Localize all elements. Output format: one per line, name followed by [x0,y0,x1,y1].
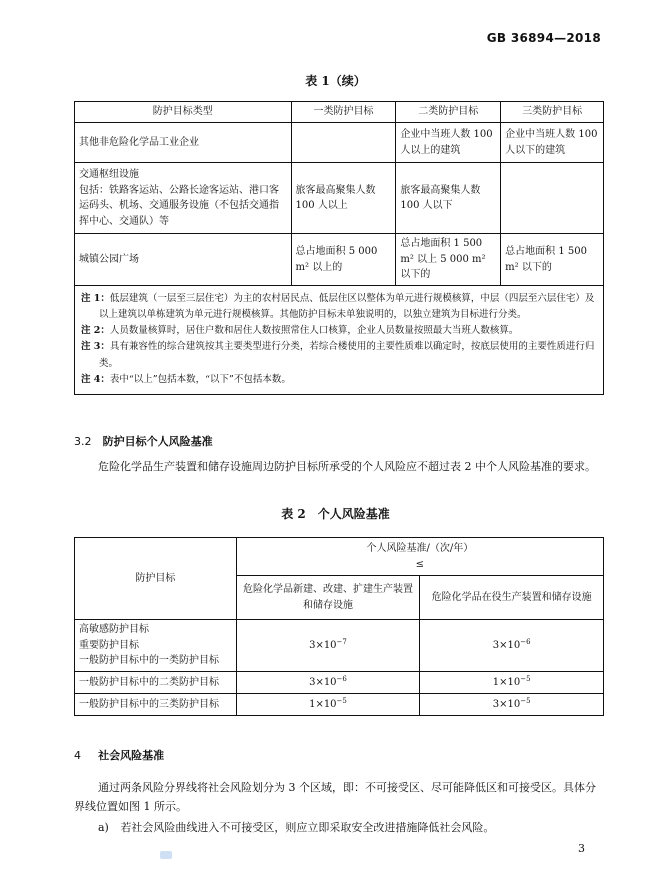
value-base: 3×10 [309,639,337,651]
list-item-a [98,818,606,837]
row-class3: 企业中当班人数 100 人以下的建筑 [501,123,604,163]
row-new-value [236,694,420,716]
note-label: 注 2： [81,325,110,337]
target-line: 一般防护目标中的一类防护目标 [79,655,219,667]
header-class1: 一类防护目标 [291,102,396,123]
row-new-value [236,672,420,694]
section-number: 3.2 [74,435,92,448]
note-label: 注 4： [81,373,110,385]
row-target-type [75,123,292,163]
table-row [75,620,604,672]
type-line: 城镇公园广场 [79,253,139,265]
target-line: 重要防护目标 [79,639,139,651]
section-4-heading [74,744,164,763]
type-line: 其他非危险化学品工业企业 [79,136,199,148]
watermark-logo [160,851,172,859]
table-row [75,123,604,163]
header-target: 防护目标 [75,538,237,620]
row-new-value [236,620,420,672]
header-target-type: 防护目标类型 [75,102,292,123]
note-label: 注 1： [81,293,110,304]
table-notes-row [75,286,604,395]
row-target-type [75,234,292,286]
row-class3 [501,163,604,234]
table-row [75,163,604,234]
row-class1: 总占地面积 5 000 m² 以上的 [291,234,396,286]
header-class2: 二类防护目标 [396,102,501,123]
section-title: 社会风险基准 [98,749,165,762]
table-row [75,672,604,694]
section-number: 4 [74,749,81,762]
table-row [75,694,604,716]
row-target [75,620,237,672]
header-existing-facilities: 危险化学品在役生产装置和储存设施 [420,576,604,620]
value-exponent: −6 [336,674,347,683]
table-header-row [75,538,604,576]
note-label: 注 3： [81,341,110,353]
table-notes [75,286,604,395]
value-exponent: −7 [336,637,347,646]
page-number: 3 [578,842,585,855]
note-1 [81,291,597,323]
header-risk-criteria [236,538,603,576]
row-class1 [291,123,396,163]
value-exponent: −6 [520,637,531,646]
protection-target-classification-table [74,101,604,395]
section-3-2-heading [74,430,213,449]
row-target: 一般防护目标中的三类防护目标 [75,694,237,716]
row-existing-value [420,672,604,694]
value-base: 1×10 [492,676,521,688]
standard-number: GB 36894—2018 [486,31,601,45]
row-class3: 总占地面积 1 500 m² 以下的 [501,234,604,286]
note-text: 表中“以上”包括本数，“以下”不包括本数。 [109,373,291,385]
table2-caption: 表 2 个人风险基准 [281,507,390,521]
value-exponent: −5 [520,674,531,683]
row-class2: 企业中当班人数 100 人以上的建筑 [396,123,501,163]
individual-risk-criteria-table [74,537,604,716]
target-line: 高敏感防护目标 [79,624,149,636]
note-text: 具有兼容性的综合建筑按其主要类型进行分类，若综合楼使用的主要性质难以确定时，按底层使用的主要性质进行归类。 [99,341,595,369]
row-class1: 旅客最高聚集人数 100 人以上 [291,163,396,234]
list-item-label: a) [98,821,109,834]
value-exponent: −5 [520,696,531,705]
note-text: 人员数量核算时，居住户数和居住人数按照常住人口核算，企业人员数量按照最大当班人数核算。 [109,325,519,337]
section-title: 防护目标个人风险基准 [102,435,213,448]
list-item-text: 若社会风险曲线进入不可接受区，则应立即采取安全改进措施降低社会风险。 [120,821,495,834]
row-target-type [75,163,292,234]
value-exponent: −5 [336,696,347,705]
table-row [75,234,604,286]
section-3-2-paragraph: 危险化学品生产装置和储存设施周边防护目标所承受的个人风险应不超过表 2 中个人风险基准的要求。 [98,460,596,473]
section-4-paragraph: 通过两条风险分界线将社会风险划分为 3 个区域，即：不可接受区、尽可能降低区和可接受区。具体分界线位置如图 1 所示。 [74,781,596,814]
row-existing-value [420,620,604,672]
note-4 [81,372,597,388]
value-base: 3×10 [309,676,337,688]
table-header-row [75,102,604,123]
table1-caption: 表 1（续） [305,74,366,88]
less-equal-symbol: ≤ [415,558,425,570]
value-base: 3×10 [492,698,521,710]
risk-criteria-unit: 个人风险基准/（次/年） [366,543,474,554]
row-existing-value [420,694,604,716]
note-2 [81,323,597,339]
type-line: 交通枢纽设施 [79,169,139,180]
header-new-facilities: 危险化学品新建、改建、扩建生产装置和储存设施 [236,576,420,620]
value-base: 1×10 [309,698,337,710]
header-class3: 三类防护目标 [501,102,604,123]
value-base: 3×10 [492,639,521,651]
row-class2: 旅客最高聚集人数 100 人以下 [396,163,501,234]
row-target: 一般防护目标中的二类防护目标 [75,672,237,694]
type-line: 包括：铁路客运站、公路长途客运站、港口客运码头、机场、交通服务设施（不包括交通指挥中心、交通队）等 [79,184,279,227]
note-3 [81,339,597,371]
note-text: 低层建筑（一层至三层住宅）为主的农村居民点、低层住区以整体为单元进行规模核算，中层（四层至六层住宅）及以上建筑以单栋建筑为单元进行规模核算。其他防护目标未单独说明的，以独立建筑为目标进行分类。 [99,293,595,321]
row-class2: 总占地面积 1 500 m² 以上 5 000 m² 以下的 [396,234,501,286]
